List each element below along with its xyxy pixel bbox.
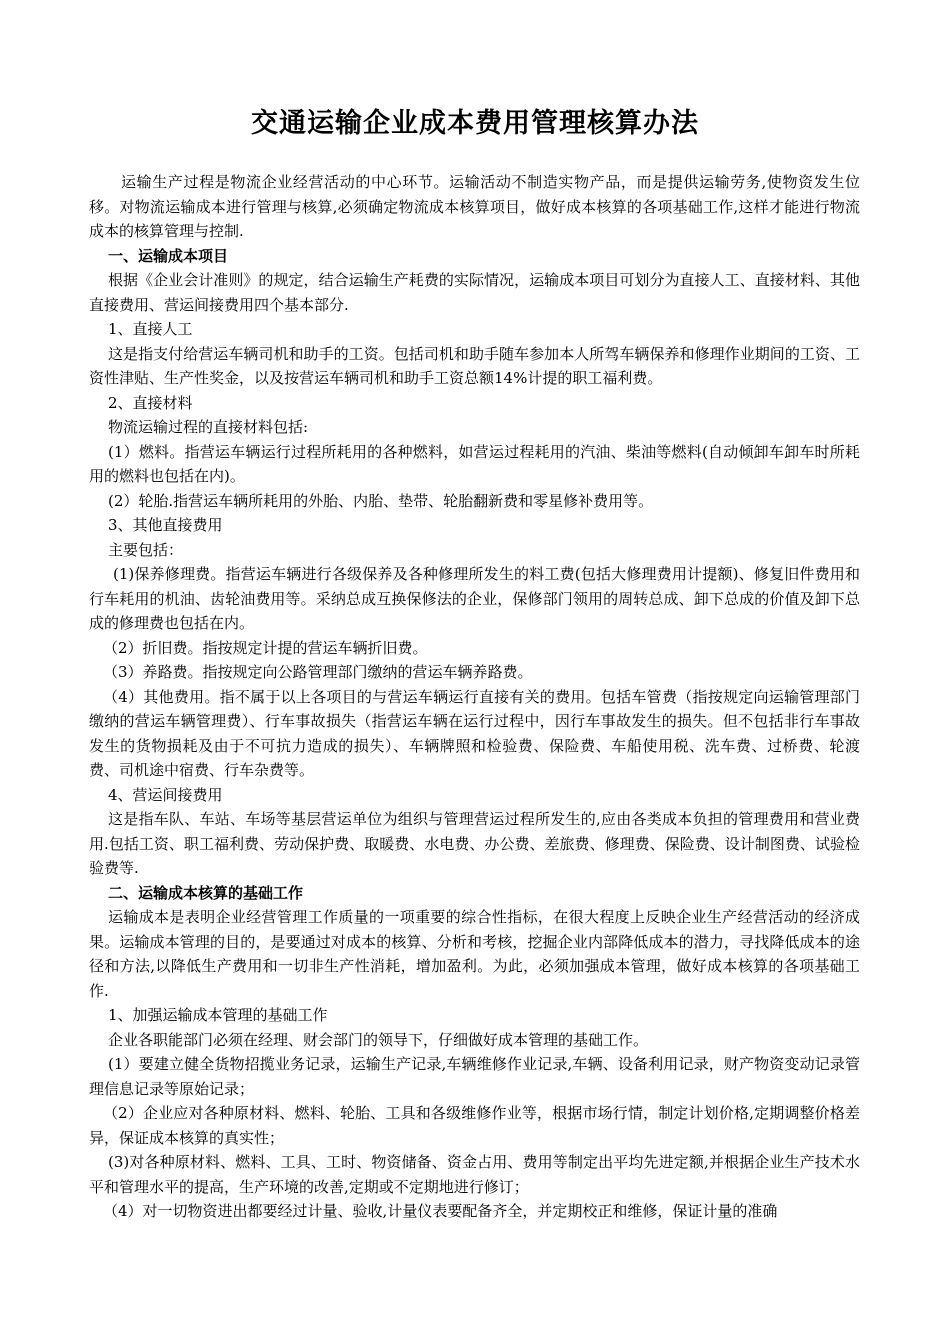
list-item: （4）对一切物资进出都要经过计量、验收,计量仪表要配备齐全，并定期校正和维修，保证计量的准确 <box>103 1202 778 1220</box>
paragraph: 运输成本是表明企业经营管理工作质量的一项重要的综合性指标，在很大程度上反映企业生产经营活动的经济成果。运输成本管理的目的，是要通过对成本的核算、分析和考核，挖掘企业内部降低成本的潜力，寻找降低成本的途径和方法,以降低生产费用和一切非生产性消耗，增加盈利。为此，必须加强成本管理，做好成本核算的各项基础工作. <box>89 908 860 1000</box>
list-item: （2）折旧费。指按规定计提的营运车辆折旧费。 <box>103 638 428 657</box>
list-item: (1）要建立健全货物招揽业务记录，运输生产记录,车辆维修作业记录,车辆、设备利用记录，财产物资变动记录管理信息记录等原始记录； <box>89 1055 860 1098</box>
list-item: (1）燃料。指营运车辆运行过程所耗用的各种燃料，如营运过程耗用的汽油、柴油等燃料(自动倾卸车卸车时所耗用的燃料也包括在内)。 <box>89 442 860 485</box>
paragraph: 物流运输过程的直接材料包括: <box>108 418 309 436</box>
list-item: (2）轮胎.指营运车辆所耗用的外胎、内胎、垫带、轮胎翻新费和零星修补费用等。 <box>108 491 654 510</box>
list-item: （4）其他费用。指不属于以上各项目的与营运车辆运行直接有关的费用。包括车管费（指按规定向运输管理部门缴纳的营运车辆管理费）、行车事故损失（指营运车辆在运行过程中，因行车事故发生的损失。但不包括非行车事故发生的货物损耗及由于不可抗力造成的损失）、车辆牌照和检验费、保险费、车船使用税、洗车费、过桥费、轮渡费、司机途中宿费、行车杂费等。 <box>89 687 860 779</box>
document-title: 交通运输企业成本费用管理核算办法 <box>251 108 699 139</box>
subheading: 3、其他直接费用 <box>108 516 223 534</box>
list-item: (3)对各种原材料、燃料、工具、工时、物资储备、资金占用、费用等制定出平均先进定额,并根据企业生产技术水平和管理水平的提高，生产环境的改善,定期或不定期地进行修订； <box>89 1153 860 1196</box>
list-item: （2）企业应对各种原材料、燃料、轮胎、工具和各级维修作业等，根据市场行情，制定计划价格,定期调整价格差异，保证成本核算的真实性； <box>89 1104 860 1147</box>
subheading: 1、直接人工 <box>108 320 193 338</box>
intro-paragraph: 运输生产过程是物流企业经营活动的中心环节。运输活动不制造实物产品，而是提供运输劳务,使物资发生位移。对物流运输成本进行管理与核算,必须确定物流成本核算项目，做好成本核算的各项基础工作,这样才能进行物流成本的核算管理与控制. <box>89 173 860 240</box>
list-item: (1)保养修理费。指营运车辆进行各级保养及各种修理所发生的料工费(包括大修理费用计提额)、修复旧件费用和行车耗用的机油、齿轮油费用等。采纳总成互换保修法的企业，保修部门领用的周转总成、卸下总成的价值及卸下总成的修理费也包括在内。 <box>89 565 860 632</box>
paragraph: 根据《企业会计准则》的规定，结合运输生产耗费的实际情况，运输成本项目可划分为直接人工、直接材料、其他直接费用、营运间接费用四个基本部分. <box>89 271 860 314</box>
subheading: 1、加强运输成本管理的基础工作 <box>108 1006 328 1024</box>
section-heading-2: 二、运输成本核算的基础工作 <box>108 883 304 902</box>
subheading: 4、营运间接费用 <box>108 785 223 804</box>
paragraph: 这是指车队、车站、车场等基层营运单位为组织与管理营运过程所发生的,应由各类成本负担的管理费用和营业费用.包括工资、职工福利费、劳动保护费、取暖费、水电费、办公费、差旅费、修理费、保险费、设计制图费、试验检验费等. <box>89 810 860 877</box>
paragraph: 企业各职能部门必须在经理、财会部门的领导下，仔细做好成本管理的基础工作。 <box>108 1030 649 1049</box>
document-body <box>89 170 860 1224</box>
list-item: （3）养路费。指按规定向公路管理部门缴纳的营运车辆养路费。 <box>103 663 533 681</box>
paragraph: 主要包括： <box>108 540 184 559</box>
paragraph: 这是指支付给营运车辆司机和助手的工资。包括司机和助手随车参加本人所驾车辆保养和修理作业期间的工资、工资性津贴、生产性奖金，以及按营运车辆司机和助手工资总额14%计提的职工福利费。 <box>89 344 860 387</box>
section-heading-1: 一、运输成本项目 <box>108 246 229 265</box>
subheading: 2、直接材料 <box>108 393 193 412</box>
